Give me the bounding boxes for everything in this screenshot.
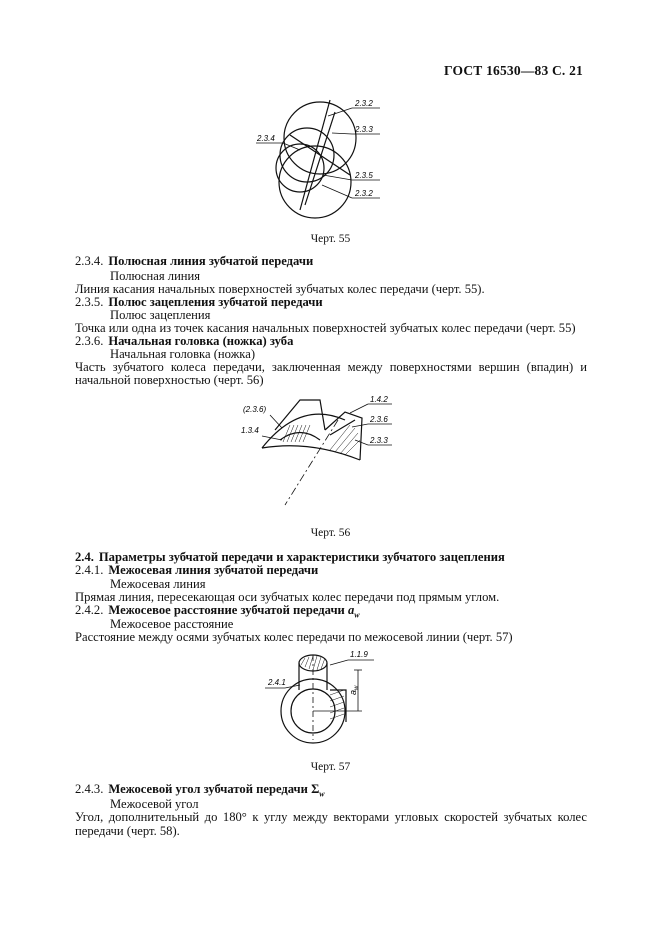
page-header: ГОСТ 16530—83 С. 21 [444,63,583,78]
fig57-label-119: 1.1.9 [350,650,368,659]
section-242-title: Межосевое расстояние зубчатой передачи [108,603,345,617]
section-234-term: Полюсная линия [110,269,201,283]
fig56-label-233: 2.3.3 [370,436,388,445]
figure-55-caption: Черт. 55 [310,233,351,245]
fig57-label-aw: $a_w$ [348,685,360,695]
section-236-heading: 2.3.6. Начальная головка (ножка) зуба [75,334,294,348]
fig55-label-232-bottom: 2.3.2 [355,189,373,198]
section-241-title: Межосевая линия зубчатой передачи [108,563,319,577]
section-243-term: Межосевой угол [110,797,199,811]
figure-55 [240,92,390,222]
fig57-label-241: 2.4.1 [268,678,286,687]
section-235-definition: Точка или одна из точек касания начальных поверхностей зубчатых колес передачи (черт. 55) [75,321,576,335]
section-234-heading: 2.3.4. Полюсная линия зубчатой передачи [75,254,314,268]
fig56-label-142: 1.4.2 [370,395,388,404]
section-243-subscript: w [319,789,325,799]
section-236-term: Начальная головка (ножка) [110,347,256,361]
section-241-definition: Прямая линия, пересекающая оси зубчатых колес передачи под прямым углом. [75,590,500,604]
section-242-subscript: w [354,610,360,620]
section-235-term: Полюс зацепления [110,308,211,322]
section-243-heading: 2.4.3. Межосевой угол зубчатой передачи $\Sigma_w$ [75,782,325,799]
section-242-term: Межосевое расстояние [110,617,234,631]
section-241-term: Межосевая линия [110,577,206,591]
figure-56 [230,385,410,520]
figure-56-caption: Черт. 56 [310,527,351,539]
fig55-label-233: 2.3.3 [355,125,373,134]
fig55-label-232-top: 2.3.2 [355,99,373,108]
fig56-label-134: 1.3.4 [241,426,259,435]
figure-57-caption: Черт. 57 [310,761,351,773]
section-241-heading: 2.4.1. Межосевая линия зубчатой передачи [75,563,319,577]
section-236-title: Начальная головка (ножка) зуба [108,334,294,348]
section-242-symbol: a [347,603,355,617]
section-235-heading: 2.3.5. Полюс зацепления зубчатой передачи [75,295,323,309]
fig56-label-236: 2.3.6 [370,415,388,424]
section-234-definition: Линия касания начальных поверхностей зубчатых колес передачи (черт. 55). [75,282,485,296]
fig55-label-235: 2.3.5 [355,171,373,180]
section-235-title: Полюс зацепления зубчатой передачи [108,295,323,309]
fig55-label-234: 2.3.4 [257,134,275,143]
section-24-heading: 2.4. Параметры зубчатой передачи и характеристики зубчатого зацепления [75,550,505,564]
section-24-title: Параметры зубчатой передачи и характеристики зубчатого зацепления [98,550,505,564]
section-243-definition-line2: передачи (черт. 58). [75,824,180,838]
section-236-definition-line1: Часть зубчатого колеса передачи, заключенная между поверхностями вершин (впадин) и [75,360,587,374]
fig56-label-236-paren: (2.3.6) [243,405,267,414]
section-242-definition: Расстояние между осями зубчатых колес передачи по межосевой линии (черт. 57) [75,630,513,644]
figure-57 [260,643,380,755]
section-242-heading: 2.4.2. Межосевое расстояние зубчатой передачи $a_w$ [75,603,360,620]
section-243-definition-line1: Угол, дополнительный до 180° к углу между векторами угловых скоростей зубчатых колес [75,810,587,824]
section-243-title: Межосевой угол зубчатой передачи [108,782,308,796]
section-234-title: Полюсная линия зубчатой передачи [108,254,314,268]
section-236-definition-line2: начальной поверхностью (черт. 56) [75,373,264,387]
section-243-symbol: Σ [311,782,320,796]
